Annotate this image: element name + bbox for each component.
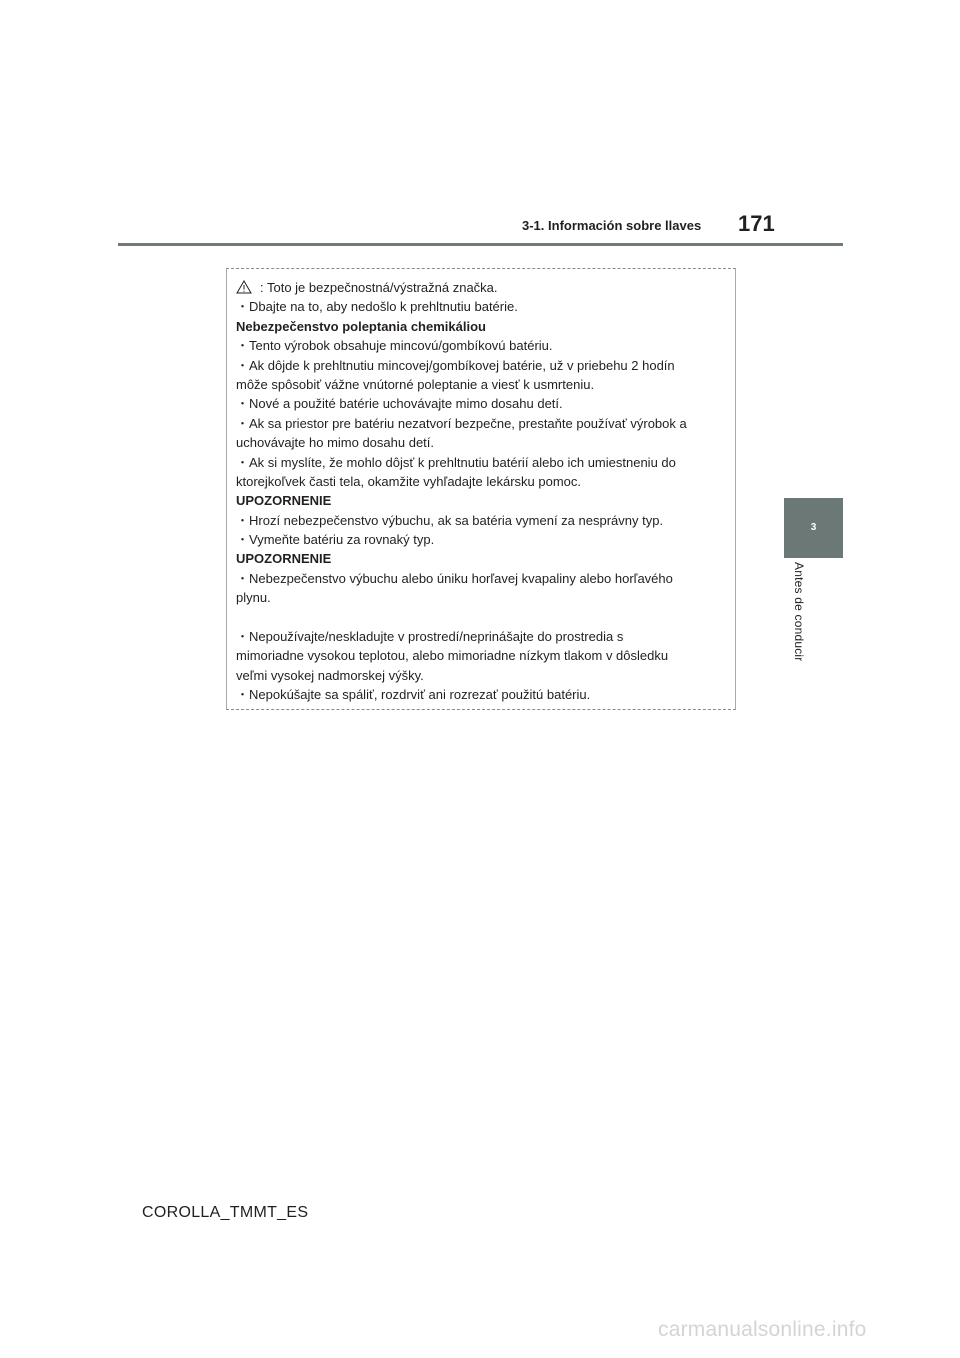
warning-line: ・Tento výrobok obsahuje mincovú/gombíkovú batériu. [236,338,553,354]
warning-box-content [236,278,728,705]
warning-line: ・Nové a použité batérie uchovávajte mimo dosahu detí. [236,396,563,412]
warning-line: plynu. [236,590,271,606]
warning-line: môže spôsobiť vážne vnútorné poleptanie a viesť k usmrteniu. [236,376,595,392]
warning-line: ・Nepokúšajte sa spáliť, rozdrviť ani rozrezať použitú batériu. [236,687,591,703]
warning-line: ・Hrozí nebezpečenstvo výbuchu, ak sa batéria vymení za nesprávny typ. [236,512,664,528]
chapter-tab [784,498,843,558]
warning-line: ・Dbajte na to, aby nedošlo k prehltnutiu batérie. [236,299,518,315]
header-divider [118,243,843,246]
warning-line: veľmi vysokej nadmorskej výšky. [236,667,424,683]
warning-line: ・Ak sa priestor pre batériu nezatvorí bezpečne, prestaňte používať výrobok a [236,415,687,431]
warning-line: ・Ak dôjde k prehltnutiu mincovej/gombíkovej batérie, už v priebehu 2 hodín [236,357,675,373]
watermark: carmanualsonline.info [658,1318,867,1341]
warning-box [226,268,736,710]
warning-line [236,608,728,627]
warning-line: ・Ak si myslíte, že mohlo dôjsť k prehltnutiu batérií alebo ich umiestneniu do [236,454,676,470]
warning-intro-line [236,278,728,297]
warning-line: ・Nepoužívajte/neskladujte v prostredí/neprinášajte do prostredia s [236,629,624,645]
warning-triangle-icon [236,280,252,294]
warning-line: ・Nebezpečenstvo výbuchu alebo úniku horľavej kvapaliny alebo horľavého [236,570,673,586]
warning-intro-text: : Toto je bezpečnostná/výstražná značka. [260,280,498,295]
chapter-number: 3 [810,522,817,533]
warning-line: ktorejkoľvek časti tela, okamžite vyhľadajte lekársku pomoc. [236,473,582,489]
warning-line: uchovávajte ho mimo dosahu detí. [236,435,435,451]
chapter-title: Antes de conducir [792,562,806,662]
warning-line: mimoriadne vysokou teplotou, alebo mimoriadne nízkym tlakom v dôsledku [236,648,669,664]
page-number: 171 [738,211,775,236]
section-title: 3-1. Información sobre llaves [522,218,702,233]
document-code: COROLLA_TMMT_ES [142,1204,309,1221]
warning-heading: UPOZORNENIE [236,551,332,567]
warning-heading: Nebezpečenstvo poleptania chemikáliou [236,318,486,334]
warning-heading: UPOZORNENIE [236,493,332,509]
warning-line: ・Vymeňte batériu za rovnaký typ. [236,532,435,548]
